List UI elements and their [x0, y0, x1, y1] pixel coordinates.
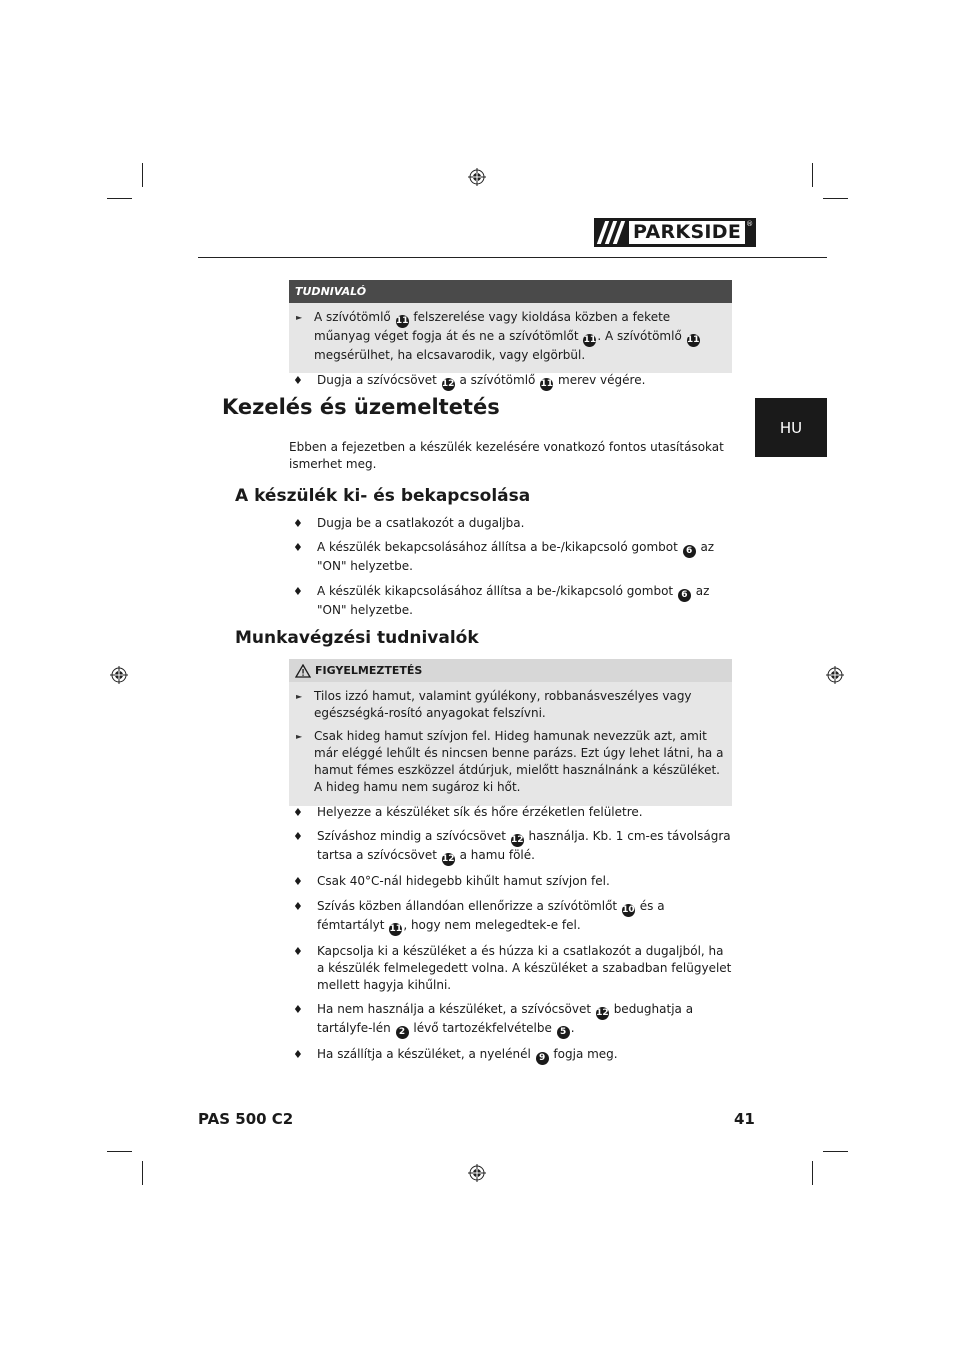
part-number-badge: 11 [686, 335, 700, 345]
list-item-text: . A szívótömlő [597, 329, 686, 343]
page-number: 41 [734, 1110, 755, 1128]
list-item-text: lévő tartozékfelvételbe [409, 1021, 556, 1036]
list-item-text: Csak 40°C-nál hidegebb kihűlt hamut szívjon fel. [317, 874, 610, 889]
list-item [290, 873, 732, 890]
language-tab: HU [755, 398, 827, 457]
crop-mark [812, 1161, 813, 1185]
warning-triangle-icon [295, 664, 311, 678]
registration-mark-icon [468, 1164, 486, 1182]
list-item-text: Ha szállítja a készüléket, a nyelénél [317, 1047, 535, 1062]
crop-mark [823, 1151, 848, 1152]
list-item-text: Ha nem használja a készüléket, a szívócsövet [317, 1002, 595, 1017]
list-item-text: az "ON" helyzetbe. [317, 540, 715, 574]
part-number-badge: 12 [442, 854, 455, 865]
list-item-text: A készülék bekapcsolásához állítsa a be-/kikapcsoló gombot [317, 540, 682, 555]
bullet-list [290, 804, 732, 1072]
subsection-title: Munkavégzési tudnivalók [235, 628, 479, 648]
list-item [290, 1046, 732, 1065]
list-item-text: A szívótömlő [314, 310, 395, 324]
list-item [289, 688, 726, 723]
list-item [290, 898, 732, 936]
subsection-title: A készülék ki- és bekapcsolása [235, 486, 531, 506]
registered-icon: ® [746, 220, 754, 228]
part-number-badge: 11 [389, 923, 403, 934]
part-number-badge: 11 [540, 379, 553, 389]
part-number-badge: 11 [395, 316, 409, 326]
list-item-text: Helyezze a készüléket sík és hőre érzéketlen felületre. [317, 805, 643, 819]
list-item [289, 309, 726, 364]
list-item-text: felszerelése vagy kioldása közben a fekete műanyag véget fogja át és ne a szívótömlőt [314, 310, 671, 343]
list-item [289, 728, 726, 797]
list-item-text: Szíváshoz mindig a szívócsövet [317, 829, 510, 844]
crop-mark [142, 163, 143, 187]
list-item [290, 943, 732, 995]
intro-paragraph: Ebben a fejezetben a készülék kezelésére vonatkozó fontos utasításokat ismerhet meg. [289, 440, 724, 472]
note-list [289, 303, 732, 373]
part-number-badge: 9 [536, 1052, 549, 1065]
list-item [290, 1001, 732, 1039]
list-item-text: Csak hideg hamut szívjon fel. Hideg hamunak nevezzük azt, amit már eléggé lehűlt és nincsen benne parázs. Ezt úgy lehet látni, ha a hamut fémes eszközzel átdúrjuk, mielőtt használnánk a készüléket. A hideg hamu nem sugároz ki hőt. [314, 728, 724, 795]
logo-slashes-icon [597, 218, 625, 247]
list-item-text: és a fémtartályt [317, 898, 665, 932]
list-item-text: A készülék kikapcsolásához állítsa a be-/kikapcsoló gombot [317, 583, 677, 598]
crop-mark [107, 198, 132, 199]
part-number-badge: 11 [583, 335, 597, 345]
list-item-text: Szívás közben állandóan ellenőrizze a szívótömlőt [317, 898, 621, 913]
note-box [289, 280, 732, 373]
note-box-title: TUDNIVALÓ [289, 280, 732, 303]
warning-list [289, 682, 732, 806]
part-number-badge: 2 [396, 1026, 409, 1039]
list-item-text: Dugja be a csatlakozót a dugaljba. [317, 516, 525, 530]
list-item-text: . [570, 1021, 575, 1036]
list-item-text: az "ON" helyzetbe. [317, 583, 710, 617]
crop-mark [812, 163, 813, 187]
list-item [290, 828, 732, 866]
list-item-text: megsérülhet, ha elcsavarodik, vagy elgörbül. [314, 348, 586, 362]
list-item-text: fogja meg. [549, 1047, 618, 1062]
list-item-text: Dugja a szívócsövet [317, 373, 441, 387]
parkside-logo [594, 218, 756, 247]
registration-mark-icon [468, 168, 486, 186]
bullet-list [290, 372, 732, 391]
list-item-text: Kapcsolja ki a készüléket a és húzza ki a csatlakozót a dugaljból, ha a készülék felmelegedett volna. A készüléket a szabadban felügyelet mellett hagyja kihűlni. [317, 943, 732, 993]
list-item [290, 372, 732, 391]
list-item-text: bedughatja a tartályfe-lén [317, 1002, 694, 1036]
bullet-list [290, 515, 732, 626]
list-item-text: használja. Kb. 1 cm-es távolságra tartsa a szívócsövet [317, 829, 731, 863]
footer-model: PAS 500 C2 [198, 1110, 294, 1128]
list-item-text: , hogy nem melegedtek-e fel. [403, 917, 581, 932]
logo-text: PARKSIDE [629, 221, 745, 244]
part-number-badge: 12 [441, 379, 455, 389]
part-number-badge: 12 [510, 835, 524, 846]
list-item [290, 804, 732, 821]
part-number-badge: 6 [678, 589, 691, 602]
list-item [290, 515, 732, 532]
crop-mark [142, 1161, 143, 1185]
list-item-text: a hamu fölé. [455, 848, 535, 863]
list-item [290, 539, 732, 575]
part-number-badge: 6 [683, 545, 696, 558]
header-rule [198, 257, 827, 258]
list-item-text: a szívótömlő [455, 373, 540, 387]
list-item [290, 583, 732, 619]
registration-mark-icon [826, 666, 844, 684]
part-number-badge: 10 [622, 904, 635, 915]
list-item-text: merev végére. [554, 373, 646, 387]
warning-box-title: FIGYELMEZTETÉS [315, 664, 423, 677]
list-item-text: Tilos izzó hamut, valamint gyúlékony, robbanásveszélyes vagy egészségká-rosító anyagokat felszívni. [314, 689, 692, 721]
registration-mark-icon [110, 666, 128, 684]
crop-mark [823, 198, 848, 199]
warning-box [289, 659, 732, 806]
section-title: Kezelés és üzemeltetés [222, 395, 500, 419]
part-number-badge: 5 [557, 1026, 570, 1039]
part-number-badge: 12 [596, 1008, 609, 1019]
crop-mark [107, 1151, 132, 1152]
